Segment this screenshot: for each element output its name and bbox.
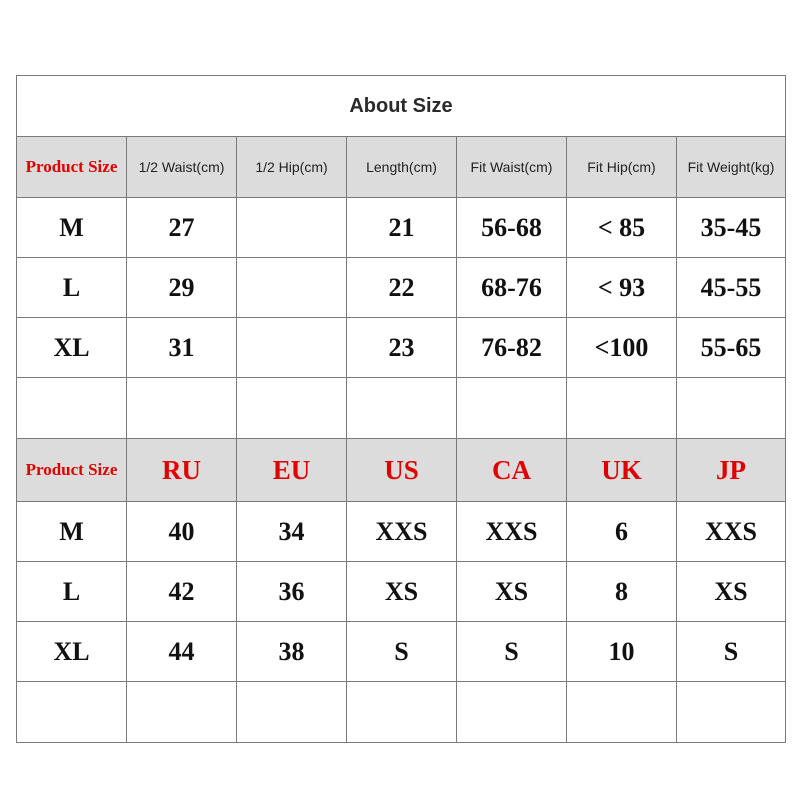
table-row: [17, 318, 786, 378]
size-label: L: [17, 562, 127, 622]
fit-hip-value: < 85: [567, 198, 677, 258]
blank-cell: [567, 378, 677, 439]
ru-value: 40: [127, 502, 237, 562]
jp-value: S: [677, 622, 786, 682]
table-row: [17, 198, 786, 258]
blank-cell: [347, 378, 457, 439]
uk-value: 8: [567, 562, 677, 622]
us-value: XS: [347, 562, 457, 622]
length-value: 23: [347, 318, 457, 378]
ru-header: RU: [127, 439, 237, 502]
table-row: [17, 562, 786, 622]
ca-value: XXS: [457, 502, 567, 562]
blank-cell: [347, 682, 457, 743]
fit-weight-value: 35-45: [677, 198, 786, 258]
half-hip-value: [237, 198, 347, 258]
uk-header: UK: [567, 439, 677, 502]
half-waist-value: 27: [127, 198, 237, 258]
blank-cell: [127, 682, 237, 743]
eu-header: EU: [237, 439, 347, 502]
fit-waist-value: 76-82: [457, 318, 567, 378]
fit-hip-value: <100: [567, 318, 677, 378]
size-chart-table: [16, 75, 786, 743]
uk-value: 10: [567, 622, 677, 682]
table-row: [17, 258, 786, 318]
ca-header: CA: [457, 439, 567, 502]
fit-waist-value: 68-76: [457, 258, 567, 318]
size-label: XL: [17, 622, 127, 682]
product-size-header: Product Size: [17, 137, 127, 198]
half-waist-value: 31: [127, 318, 237, 378]
size-label: L: [17, 258, 127, 318]
blank-cell: [457, 682, 567, 743]
blank-cell: [17, 378, 127, 439]
fit-waist-header: Fit Waist(cm): [457, 137, 567, 198]
ca-value: S: [457, 622, 567, 682]
half-hip-value: [237, 258, 347, 318]
conversion-header-row: [17, 439, 786, 502]
size-label: XL: [17, 318, 127, 378]
blank-cell: [567, 682, 677, 743]
blank-cell: [237, 682, 347, 743]
us-header: US: [347, 439, 457, 502]
fit-weight-value: 45-55: [677, 258, 786, 318]
blank-cell: [457, 378, 567, 439]
ca-value: XS: [457, 562, 567, 622]
blank-row: [17, 682, 786, 743]
jp-value: XXS: [677, 502, 786, 562]
half-waist-header: 1/2 Waist(cm): [127, 137, 237, 198]
blank-row: [17, 378, 786, 439]
measurement-header-row: [17, 137, 786, 198]
fit-hip-value: < 93: [567, 258, 677, 318]
jp-value: XS: [677, 562, 786, 622]
half-hip-value: [237, 318, 347, 378]
chart-title: About Size: [17, 76, 786, 137]
blank-cell: [127, 378, 237, 439]
eu-value: 34: [237, 502, 347, 562]
eu-value: 38: [237, 622, 347, 682]
fit-weight-value: 55-65: [677, 318, 786, 378]
blank-cell: [677, 682, 786, 743]
ru-value: 44: [127, 622, 237, 682]
eu-value: 36: [237, 562, 347, 622]
size-label: M: [17, 198, 127, 258]
blank-cell: [237, 378, 347, 439]
us-value: XXS: [347, 502, 457, 562]
product-size-header: Product Size: [17, 439, 127, 502]
ru-value: 42: [127, 562, 237, 622]
half-hip-header: 1/2 Hip(cm): [237, 137, 347, 198]
blank-cell: [677, 378, 786, 439]
length-value: 22: [347, 258, 457, 318]
length-value: 21: [347, 198, 457, 258]
table-row: [17, 502, 786, 562]
fit-hip-header: Fit Hip(cm): [567, 137, 677, 198]
table-row: [17, 622, 786, 682]
blank-cell: [17, 682, 127, 743]
fit-waist-value: 56-68: [457, 198, 567, 258]
half-waist-value: 29: [127, 258, 237, 318]
size-label: M: [17, 502, 127, 562]
fit-weight-header: Fit Weight(kg): [677, 137, 786, 198]
jp-header: JP: [677, 439, 786, 502]
uk-value: 6: [567, 502, 677, 562]
us-value: S: [347, 622, 457, 682]
length-header: Length(cm): [347, 137, 457, 198]
title-row: [17, 76, 786, 137]
